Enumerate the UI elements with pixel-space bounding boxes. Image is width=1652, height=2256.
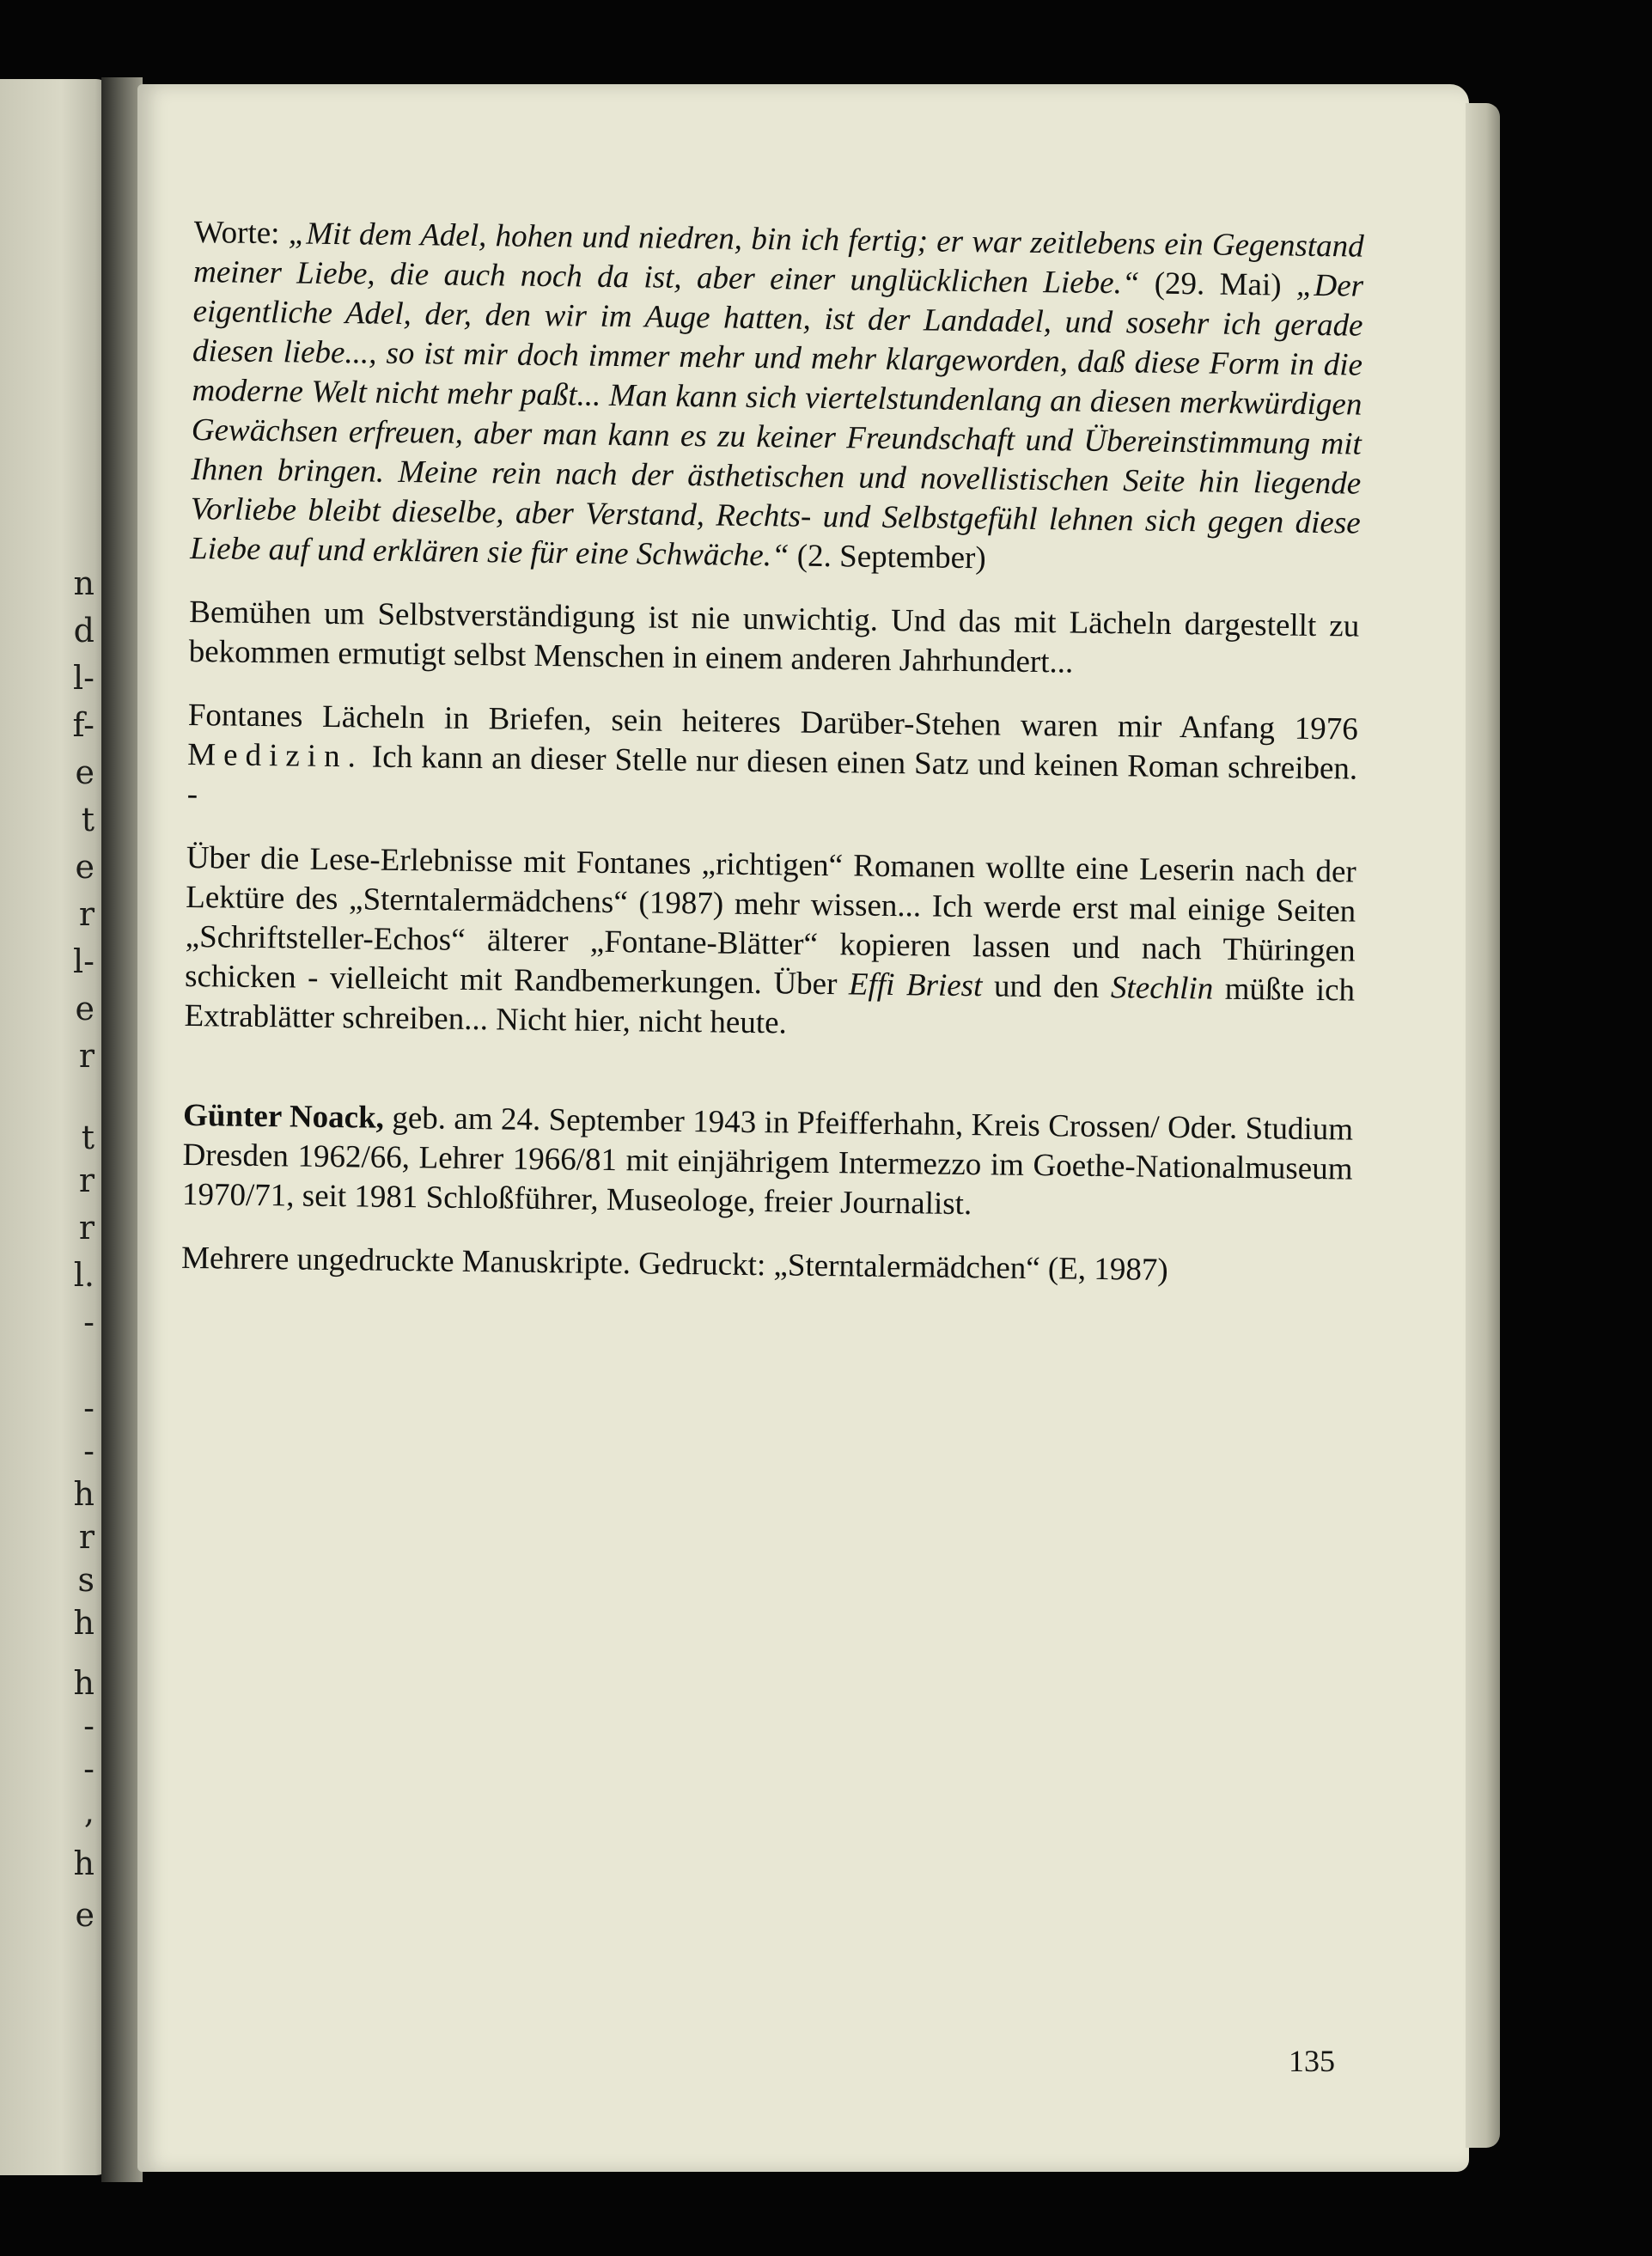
- left-page-fragment: d: [73, 612, 94, 649]
- left-page-fragment: l-: [73, 659, 94, 697]
- left-page-fragment: -: [83, 1389, 94, 1427]
- left-page-fragment: f-: [72, 706, 94, 744]
- left-page-fragment: r: [78, 1518, 94, 1556]
- page-text: [181, 213, 1364, 1317]
- left-page-fragment: n: [73, 564, 94, 602]
- left-page-fragment: l.: [73, 1256, 94, 1294]
- left-page-fragment: r: [78, 895, 94, 933]
- author-name: Günter Noack,: [182, 1097, 385, 1136]
- left-page-fragment: h: [73, 1664, 94, 1702]
- left-page-fragment: s: [77, 1561, 94, 1599]
- left-page-fragment: h: [73, 1604, 94, 1642]
- left-page-fragment: r: [78, 1162, 94, 1199]
- medicine-spaced-word: Medizin.: [187, 736, 364, 775]
- left-page-fragment: h: [73, 1475, 94, 1513]
- title-effi-briest: Effi Briest: [848, 966, 983, 1004]
- title-stechlin: Stechlin: [1110, 970, 1214, 1007]
- quote-second: „Der eigentliche Adel, der, den wir im Auge hatten, ist der Landadel, und sosehr ich gerade diesen liebe..., so ist mir doch immer mehr und mehr klargeworden, daß diese Form in die moderne Welt nicht mehr paßt... Man kann sich viertelstundenlang an diesen merkwürdigen Gewächsen erfreuen, aber man kann es zu keiner Freundschaft und Übereinstimmung mit Ihnen bringen. Meine rein nach der ästhetischen und novellistischen Seite hin liegende Vorliebe bleibt dieselbe, aber Verstand, Rechts- und Selbstgefühl lehnen sich gegen diese Liebe auf und erklären sie für eine Schwäche.“: [189, 267, 1364, 574]
- left-page-fragment: -: [83, 1303, 94, 1341]
- page-number: 135: [1289, 2044, 1335, 2078]
- left-page-fragment: e: [75, 990, 94, 1027]
- quote-first: „Mit dem Adel, hohen und niedren, bin ich fertig; er war zeitlebens ein Gegenstand meiner Liebe, die auch noch da ist, aber einer unglücklichen Liebe.“: [192, 216, 1364, 302]
- right-page-edge: [1466, 103, 1500, 2148]
- left-page-fragment: l-: [73, 942, 94, 980]
- book-page: [137, 84, 1469, 2172]
- left-page-fragment: e: [75, 848, 94, 886]
- paragraph-quotes: [190, 213, 1364, 583]
- author-bio-text: geb. am 24. September 1943 in Pfeifferhahn, Kreis Crossen/ Oder. Studium Dresden 1962/66, Lehrer 1966/81 mit einjährigem Intermezzo im Goethe-Nationalmuseum 1970/71, seit 1981 Schloßführer, Museologe, freier Journalist.: [181, 1100, 1354, 1223]
- left-page-fragment: -: [83, 1750, 94, 1788]
- medicine-after: Ich kann an dieser Stelle nur diesen einen Satz und keinen Roman schreiben. -: [186, 739, 1358, 813]
- author-bio: [182, 1096, 1354, 1229]
- left-page-fragment: ,: [83, 1793, 94, 1831]
- book-gutter: [101, 77, 143, 2182]
- left-page-fragment: e: [75, 753, 94, 791]
- left-page-fragment: t: [81, 1119, 94, 1156]
- left-page-fragment: e: [75, 1896, 94, 1934]
- medicine-before: Fontanes Lächeln in Briefen, sein heiteres Darüber-Stehen waren mir Anfang 1976: [187, 697, 1359, 747]
- reader-before: Über die Lese-Erlebnisse mit Fontanes „richtigen“ Romanen wollte eine Leserin nach der Lektüre des „Sterntalermädchens“ (1987) mehr wissen... Ich werde erst mal einige Seiten „Schriftsteller-Echos“ älterer „Fontane-Blätter“ kopieren lassen und nach Thüringen schicken - vielleicht mit Randbemerkungen. Über: [184, 839, 1356, 1003]
- left-page-fragment: -: [83, 1707, 94, 1745]
- author-works: Mehrere ungedruckte Manuskripte. Gedruckt: „Sterntalermädchen“ (E, 1987): [180, 1240, 1168, 1288]
- paragraph-reader: [184, 838, 1356, 1051]
- reader-after: müßte ich Extrablätter schreiben... Nicht hier, nicht heute.: [184, 971, 1356, 1041]
- left-page-edge: [0, 79, 112, 2175]
- quote-date-second: (2. September): [789, 538, 986, 576]
- left-page-fragment: t: [81, 801, 94, 838]
- paragraph-medicine: [186, 696, 1358, 829]
- left-page-fragment: -: [83, 1432, 94, 1470]
- left-page-fragment: r: [78, 1037, 94, 1075]
- left-page-fragment: r: [78, 1209, 94, 1247]
- quote-lead: Worte:: [193, 214, 290, 252]
- reader-middle: und den: [982, 968, 1112, 1006]
- left-page-fragment: h: [73, 1844, 94, 1882]
- quote-date-first: (29. Mai): [1139, 265, 1297, 303]
- paragraph-self-understanding: Bemühen um Selbstverständigung ist nie unwichtig. Und das mit Lächeln dargestellt zu bekommen ermutigt selbst Menschen in einem anderen Jahrhundert...: [188, 594, 1360, 680]
